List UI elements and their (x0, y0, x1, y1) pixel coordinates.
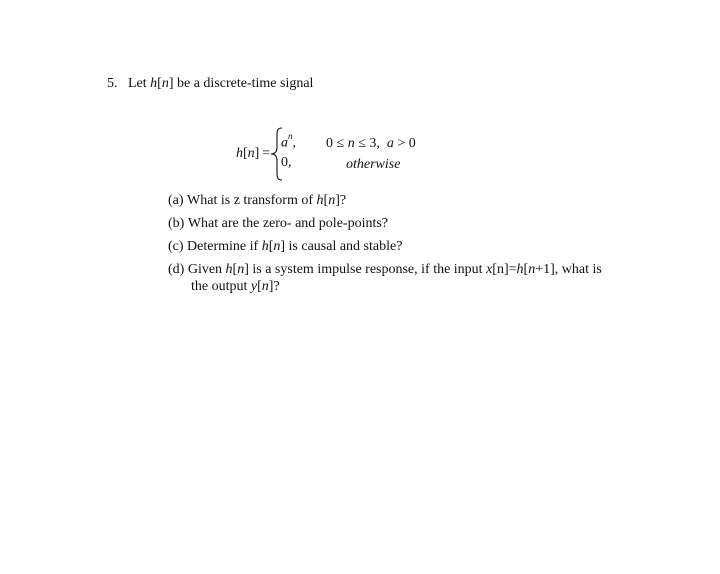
case1-cond-a: 0 ≤ (326, 136, 348, 151)
part-text: Given (187, 262, 226, 277)
intro-n: n (161, 76, 169, 91)
lhs-h: h (236, 146, 243, 161)
intro-h: h (150, 76, 158, 91)
part-var: n (261, 279, 269, 294)
part-text: ] is causal and stable? (280, 239, 403, 254)
problem-statement: 5. Let h[n] be a discrete-time signal (107, 76, 314, 91)
part-var: y (250, 279, 258, 294)
part-text: What are the zero- and pole-points? (187, 216, 389, 231)
lhs-equals: = (262, 146, 271, 161)
part-label: (b) (168, 216, 185, 231)
part-text: [ (268, 239, 274, 254)
part-text: What is z transform of (187, 193, 317, 208)
intro-suffix: be a discrete-time signal (173, 76, 314, 91)
lhs-n: n (247, 146, 255, 161)
part-a (168, 193, 346, 209)
part-label: (d) (168, 262, 185, 277)
part-d (168, 262, 602, 278)
intro-prefix: Let (128, 76, 151, 91)
part-d-line2 (191, 279, 280, 295)
part-var: h (316, 193, 324, 208)
part-b (168, 216, 388, 232)
part-text: ]? (268, 279, 280, 294)
part-var: h (225, 262, 233, 277)
part-text: the output (191, 279, 251, 294)
part-var: h (261, 239, 269, 254)
case1-value (281, 130, 296, 152)
part-text: [ (323, 193, 329, 208)
case2-value: 0, (281, 155, 292, 170)
case2-condition: otherwise (346, 157, 401, 172)
part-text: [ (523, 262, 529, 277)
part-text: [ (232, 262, 238, 277)
part-var: h (516, 262, 524, 277)
part-text: [ (257, 279, 262, 294)
case1-cond-b: ≤ 3, (354, 136, 380, 151)
part-var: n (237, 262, 245, 277)
part-text: [n]= (492, 262, 517, 277)
case1-cond-n: n (347, 136, 355, 151)
case1-cond-d: > 0 (393, 136, 416, 151)
case1-cond-c: a (386, 136, 394, 151)
part-var: n (328, 193, 336, 208)
part-var: n (273, 239, 281, 254)
part-text: +1], what is (535, 262, 602, 277)
part-var: n (528, 262, 536, 277)
case1-comma: , (292, 135, 296, 151)
equation-lhs: h[n] = (236, 146, 271, 161)
part-text: ] is a system impulse response, if the input (244, 262, 487, 277)
part-label: (c) (168, 239, 184, 254)
case1-exp: n (288, 131, 293, 141)
case1-base: a (281, 135, 288, 151)
problem-number: 5. (107, 76, 118, 91)
part-c (168, 239, 402, 255)
part-text: Determine if (187, 239, 262, 254)
case1-condition (326, 136, 416, 152)
part-label: (a) (168, 193, 184, 208)
part-var: x (486, 262, 493, 277)
part-text: ]? (335, 193, 347, 208)
